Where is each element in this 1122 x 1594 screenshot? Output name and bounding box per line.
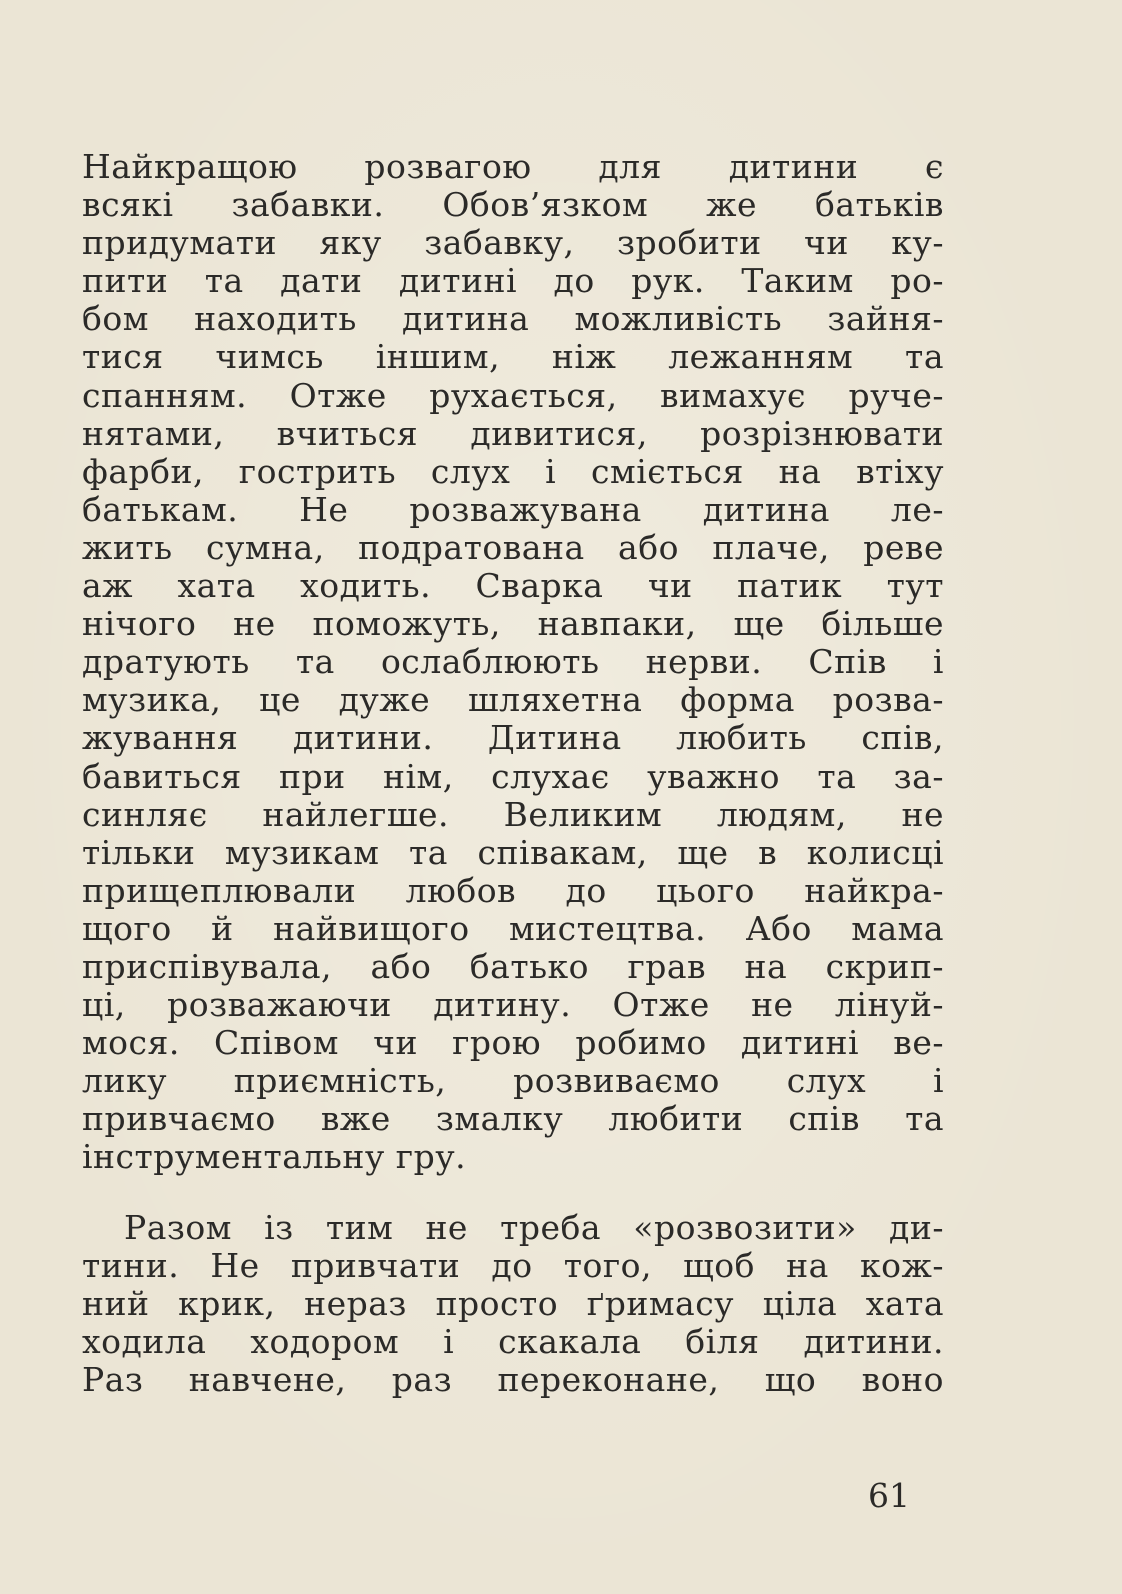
text-line: ці, розважаючи дитину. Отже не лінуй- xyxy=(82,985,944,1025)
text-line: інструментальну гру. xyxy=(82,1137,467,1177)
text-line: мося. Співом чи грою робимо дитині ве- xyxy=(82,1023,944,1063)
page-number: 61 xyxy=(868,1476,910,1515)
text-line: Разом із тим не треба «розвозити» ди- xyxy=(124,1208,944,1247)
text-line: музика, це дуже шляхетна форма розва- xyxy=(82,680,944,720)
text-line: ходила ходором і скакала біля дитини. xyxy=(82,1322,944,1362)
paragraph-2 xyxy=(82,1209,944,1399)
text-line: тися чимсь іншим, ніж лежанням та xyxy=(82,337,944,377)
text-line: фарби, гострить слух і сміється на втіху xyxy=(82,451,944,491)
text-line: батькам. Не розважувана дитина ле- xyxy=(82,489,944,529)
text-line: спанням. Отже рухається, вимахує руче- xyxy=(82,375,944,415)
text-line: нятами, вчиться дивитися, розрізнювати xyxy=(82,413,944,453)
text-line: дратують та ослаблюють нерви. Спів і xyxy=(82,642,944,682)
text-line: аж хата ходить. Сварка чи патик тут xyxy=(82,566,944,606)
text-line: тільки музикам та співакам, ще в колисці xyxy=(82,832,944,872)
text-line: ний крик, нераз просто ґримасу ціла хата xyxy=(82,1284,944,1324)
text-line: бавиться при нім, слухає уважно та за- xyxy=(82,756,944,796)
text-line: придумати яку забавку, зробити чи ку- xyxy=(82,223,944,263)
text-line: Найкращою розвагою для дитини є xyxy=(82,147,944,186)
text-line: нічого не поможуть, навпаки, ще більше xyxy=(82,604,944,644)
text-line: жування дитини. Дитина любить спів, xyxy=(82,718,944,758)
paragraph-1 xyxy=(82,148,944,1177)
text-line: бом находить дитина можливість зайня- xyxy=(82,299,944,339)
text-line: щого й найвищого мистецтва. Або мама xyxy=(82,908,944,948)
text-line: тини. Не привчати до того, щоб на кож- xyxy=(82,1246,944,1286)
text-line: Раз навчене, раз переконане, що воно xyxy=(82,1360,944,1400)
text-line: синляє найлегше. Великим людям, не xyxy=(82,794,944,834)
text-line: пити та дати дитині до рук. Таким ро- xyxy=(82,261,944,301)
text-line: приспівувала, або батько грав на скрип- xyxy=(82,946,944,986)
text-line: прищеплювали любов до цього найкра- xyxy=(82,870,944,910)
text-line: жить сумна, подратована або плаче, реве xyxy=(82,527,944,567)
text-line: лику приємність, розвиваємо слух і xyxy=(82,1061,944,1101)
text-line: всякі забавки. Обов’язком же батьків xyxy=(82,185,944,225)
text-line: привчаємо вже змалку любити спів та xyxy=(82,1099,944,1139)
